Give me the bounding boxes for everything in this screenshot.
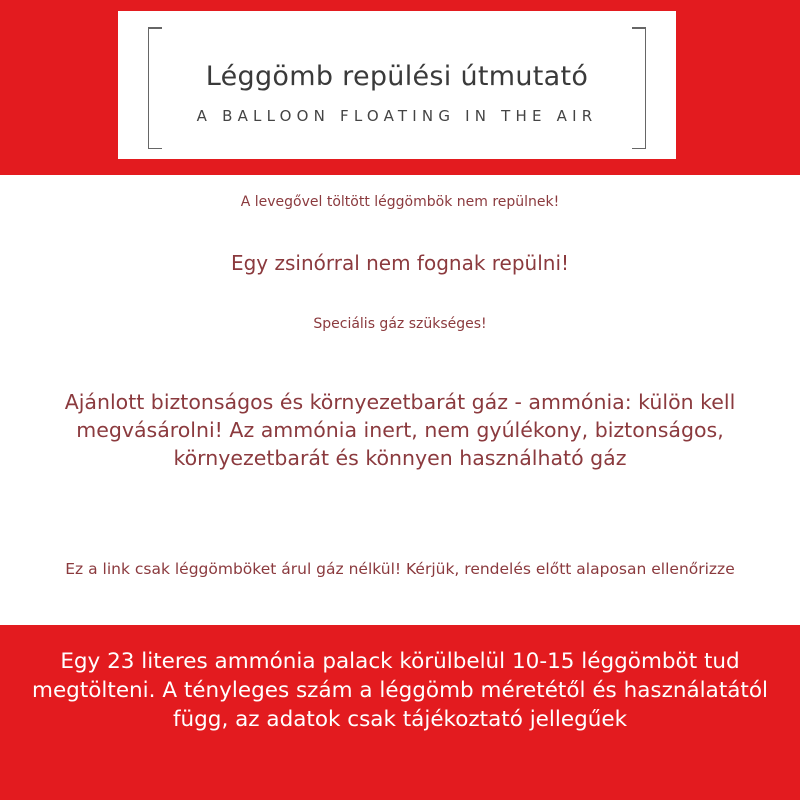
warning-line-gas: Speciális gáz szükséges! — [313, 316, 487, 332]
warning-line-string: Egy zsinórral nem fognak repülni! — [230, 251, 570, 275]
warning-line-air: A levegővel töltött léggömbök nem repülnek! — [240, 194, 560, 210]
notice-line: Ez a link csak léggömböket árul gáz nélkül! Kérjük, rendelés előtt alaposan ellenőrizze — [65, 560, 735, 578]
gas-recommendation-paragraph: Ajánlott biztonságos és környezetbarát gáz - ammónia: külön kell megvásárolni! Az ammónia inert, nem gyúlékony, biztonságos, környezetbarát és könnyen használható gáz — [64, 390, 736, 470]
header-band — [0, 0, 800, 175]
page-subtitle: A BALLOON FLOATING IN THE AIR — [196, 107, 598, 125]
footer-band — [0, 625, 800, 800]
footer-text: Egy 23 literes ammónia palack körülbelül 10-15 léggömböt tud megtölteni. A tényleges szám a léggömb méretétől és használatától függ, az adatok csak tájékoztató jellegűek — [32, 649, 768, 732]
title-card — [118, 11, 676, 159]
page-title: Léggömb repülési útmutató — [205, 61, 589, 92]
